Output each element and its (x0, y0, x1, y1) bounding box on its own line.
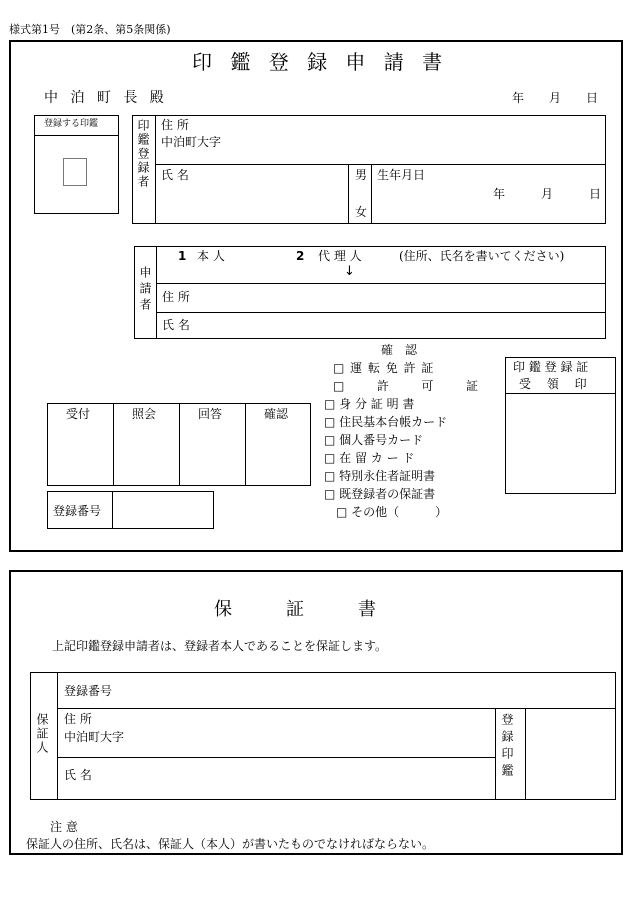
guarantee-reg-number-label: 登録番号 (64, 684, 113, 698)
confirm-item: □ 身 分 証 明 書 (324, 397, 415, 411)
application-title: 印 鑑 登 録 申 請 書 (192, 50, 449, 74)
address-value: 中泊町大字 (161, 135, 222, 149)
option-2-label: 代 理 人 (318, 249, 362, 263)
confirm-item: □ その他（ ） (336, 505, 448, 519)
confirm-item: □ 住民基本台帳カード (324, 415, 448, 429)
option-2-number: 2 (296, 249, 305, 263)
address-label: 住 所 (161, 118, 189, 132)
applicant-address-label: 住 所 (162, 290, 190, 304)
confirm-item: □ 既登録者の保証書 (324, 487, 436, 501)
date-day: 日 (586, 91, 599, 105)
birth-day: 日 (589, 187, 602, 201)
date-year: 年 (512, 91, 525, 105)
receipt-label-line1: 印 鑑 登 録 証 (513, 360, 589, 374)
arrow-down-icon: ↓ (344, 264, 355, 279)
registrant-table (132, 115, 606, 224)
sex-male: 男 (355, 168, 368, 182)
birth-label: 生年月日 (377, 168, 426, 182)
office-column-label: 確認 (264, 407, 289, 421)
seal-box-label: 登録する印鑑 (44, 119, 99, 129)
birth-year: 年 (493, 187, 506, 201)
confirm-item: □ 在 留 カ ー ド (324, 451, 415, 465)
seal-placeholder (63, 158, 87, 186)
confirm-item: □ 運 転 免 許 証 (333, 361, 435, 375)
note-title: 注 意 (50, 820, 78, 834)
confirm-title: 確 認 (381, 343, 418, 357)
registered-seal-label: 登録印鑑 (500, 713, 514, 781)
note-text: 保証人の住所、氏名は、保証人（本人）が書いたものでなければならない。 (26, 837, 435, 851)
date-month: 月 (549, 91, 562, 105)
option-2-note: (住所、氏名を書いてください) (399, 249, 565, 263)
confirm-item: □ 特別永住者証明書 (324, 469, 436, 483)
registration-number-label: 登録番号 (53, 504, 102, 518)
confirm-item: □ 個人番号カード (324, 433, 424, 447)
addressee: 中 泊 町 長 殿 (44, 90, 168, 106)
registrant-label: 印鑑登録者 (136, 119, 150, 189)
guarantee-title: 保 証 書 (214, 599, 376, 620)
office-column-label: 受付 (66, 407, 91, 421)
receipt-label-line2: 受 領 印 (519, 377, 587, 391)
guarantor-name-label: 氏 名 (64, 768, 92, 782)
guarantor-address-label: 住 所 (64, 712, 92, 726)
office-column-label: 照会 (132, 407, 157, 421)
confirm-item: □ 許 可 証 (333, 379, 478, 393)
guarantor-label: 保証人 (35, 713, 49, 755)
office-column-label: 回答 (198, 407, 223, 421)
birth-month: 月 (541, 187, 554, 201)
option-1-label: 本 人 (197, 249, 225, 263)
option-1-number: 1 (178, 249, 187, 263)
form-number: 様式第1号 (第2条、第5条関係) (9, 23, 171, 36)
name-label: 氏 名 (161, 168, 189, 182)
applicant-name-label: 氏 名 (162, 318, 190, 332)
applicant-label: 申請者 (138, 266, 152, 314)
guarantor-address-value: 中泊町大字 (64, 730, 125, 744)
guarantee-statement: 上記印鑑登録申請者は、登録者本人であることを保証します。 (52, 639, 388, 653)
sex-female: 女 (355, 205, 368, 219)
